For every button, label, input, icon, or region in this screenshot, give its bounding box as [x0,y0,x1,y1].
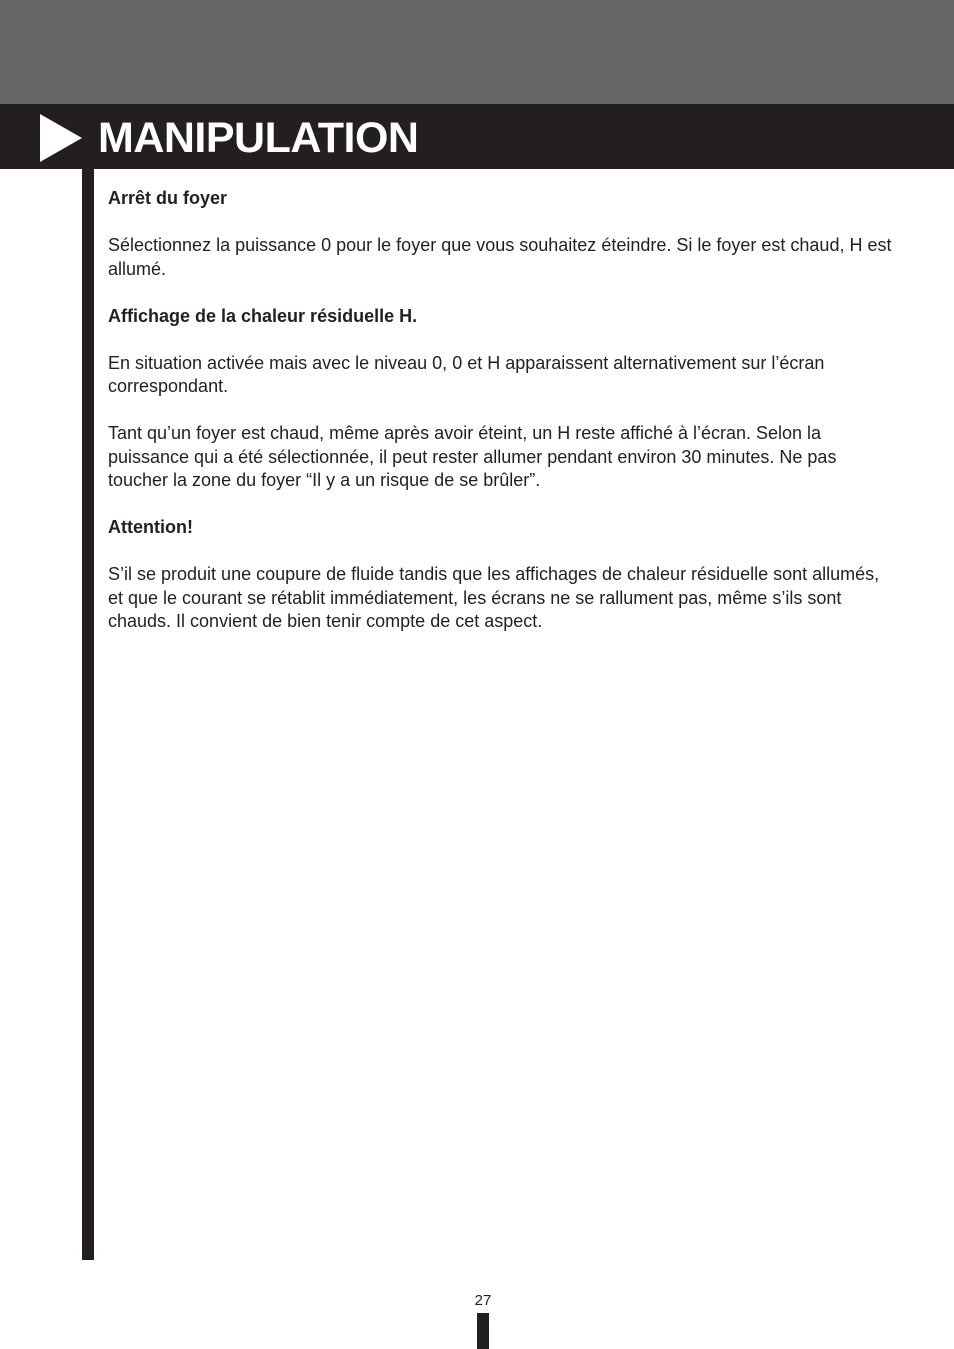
section-heading-affichage: Affichage de la chaleur résiduelle H. [108,305,418,326]
page-tab-marker [477,1313,489,1349]
paragraph-coupure: S’il se produit une coupure de fluide tandis que les affichages de chaleur résiduelle sont allumés, et que le courant se rétablit immédiatement, les écrans ne se rallument pas, même s’ils sont chauds. Il convient de bien tenir compte de cet aspect. [108,564,880,631]
section-heading-arret: Arrêt du foyer [108,188,228,208]
section-title-bar [0,104,954,169]
content-body [108,187,898,657]
header-band [0,0,954,104]
page-number: 27 [474,1292,492,1309]
play-triangle-icon [40,114,82,162]
section-heading-attention: Attention! [108,517,193,537]
paragraph-arret: Sélectionnez la puissance 0 pour le foyer que vous souhaitez éteindre. Si le foyer est chaud, H est allumé. [108,235,892,279]
page-title: MANIPULATION [98,114,419,162]
side-rule [82,169,94,1260]
paragraph-foyer-chaud: Tant qu’un foyer est chaud, même après avoir éteint, un H reste affiché à l’écran. Selon la puissance qui a été sélectionnée, il peut rester allumer pendant environ 30 minutes. Ne pas toucher la zone du foyer “Il y a un risque de se brûler”. [108,423,837,490]
paragraph-situation: En situation activée mais avec le niveau 0, 0 et H apparaissent alternativement sur l’écran correspondant. [108,352,825,396]
